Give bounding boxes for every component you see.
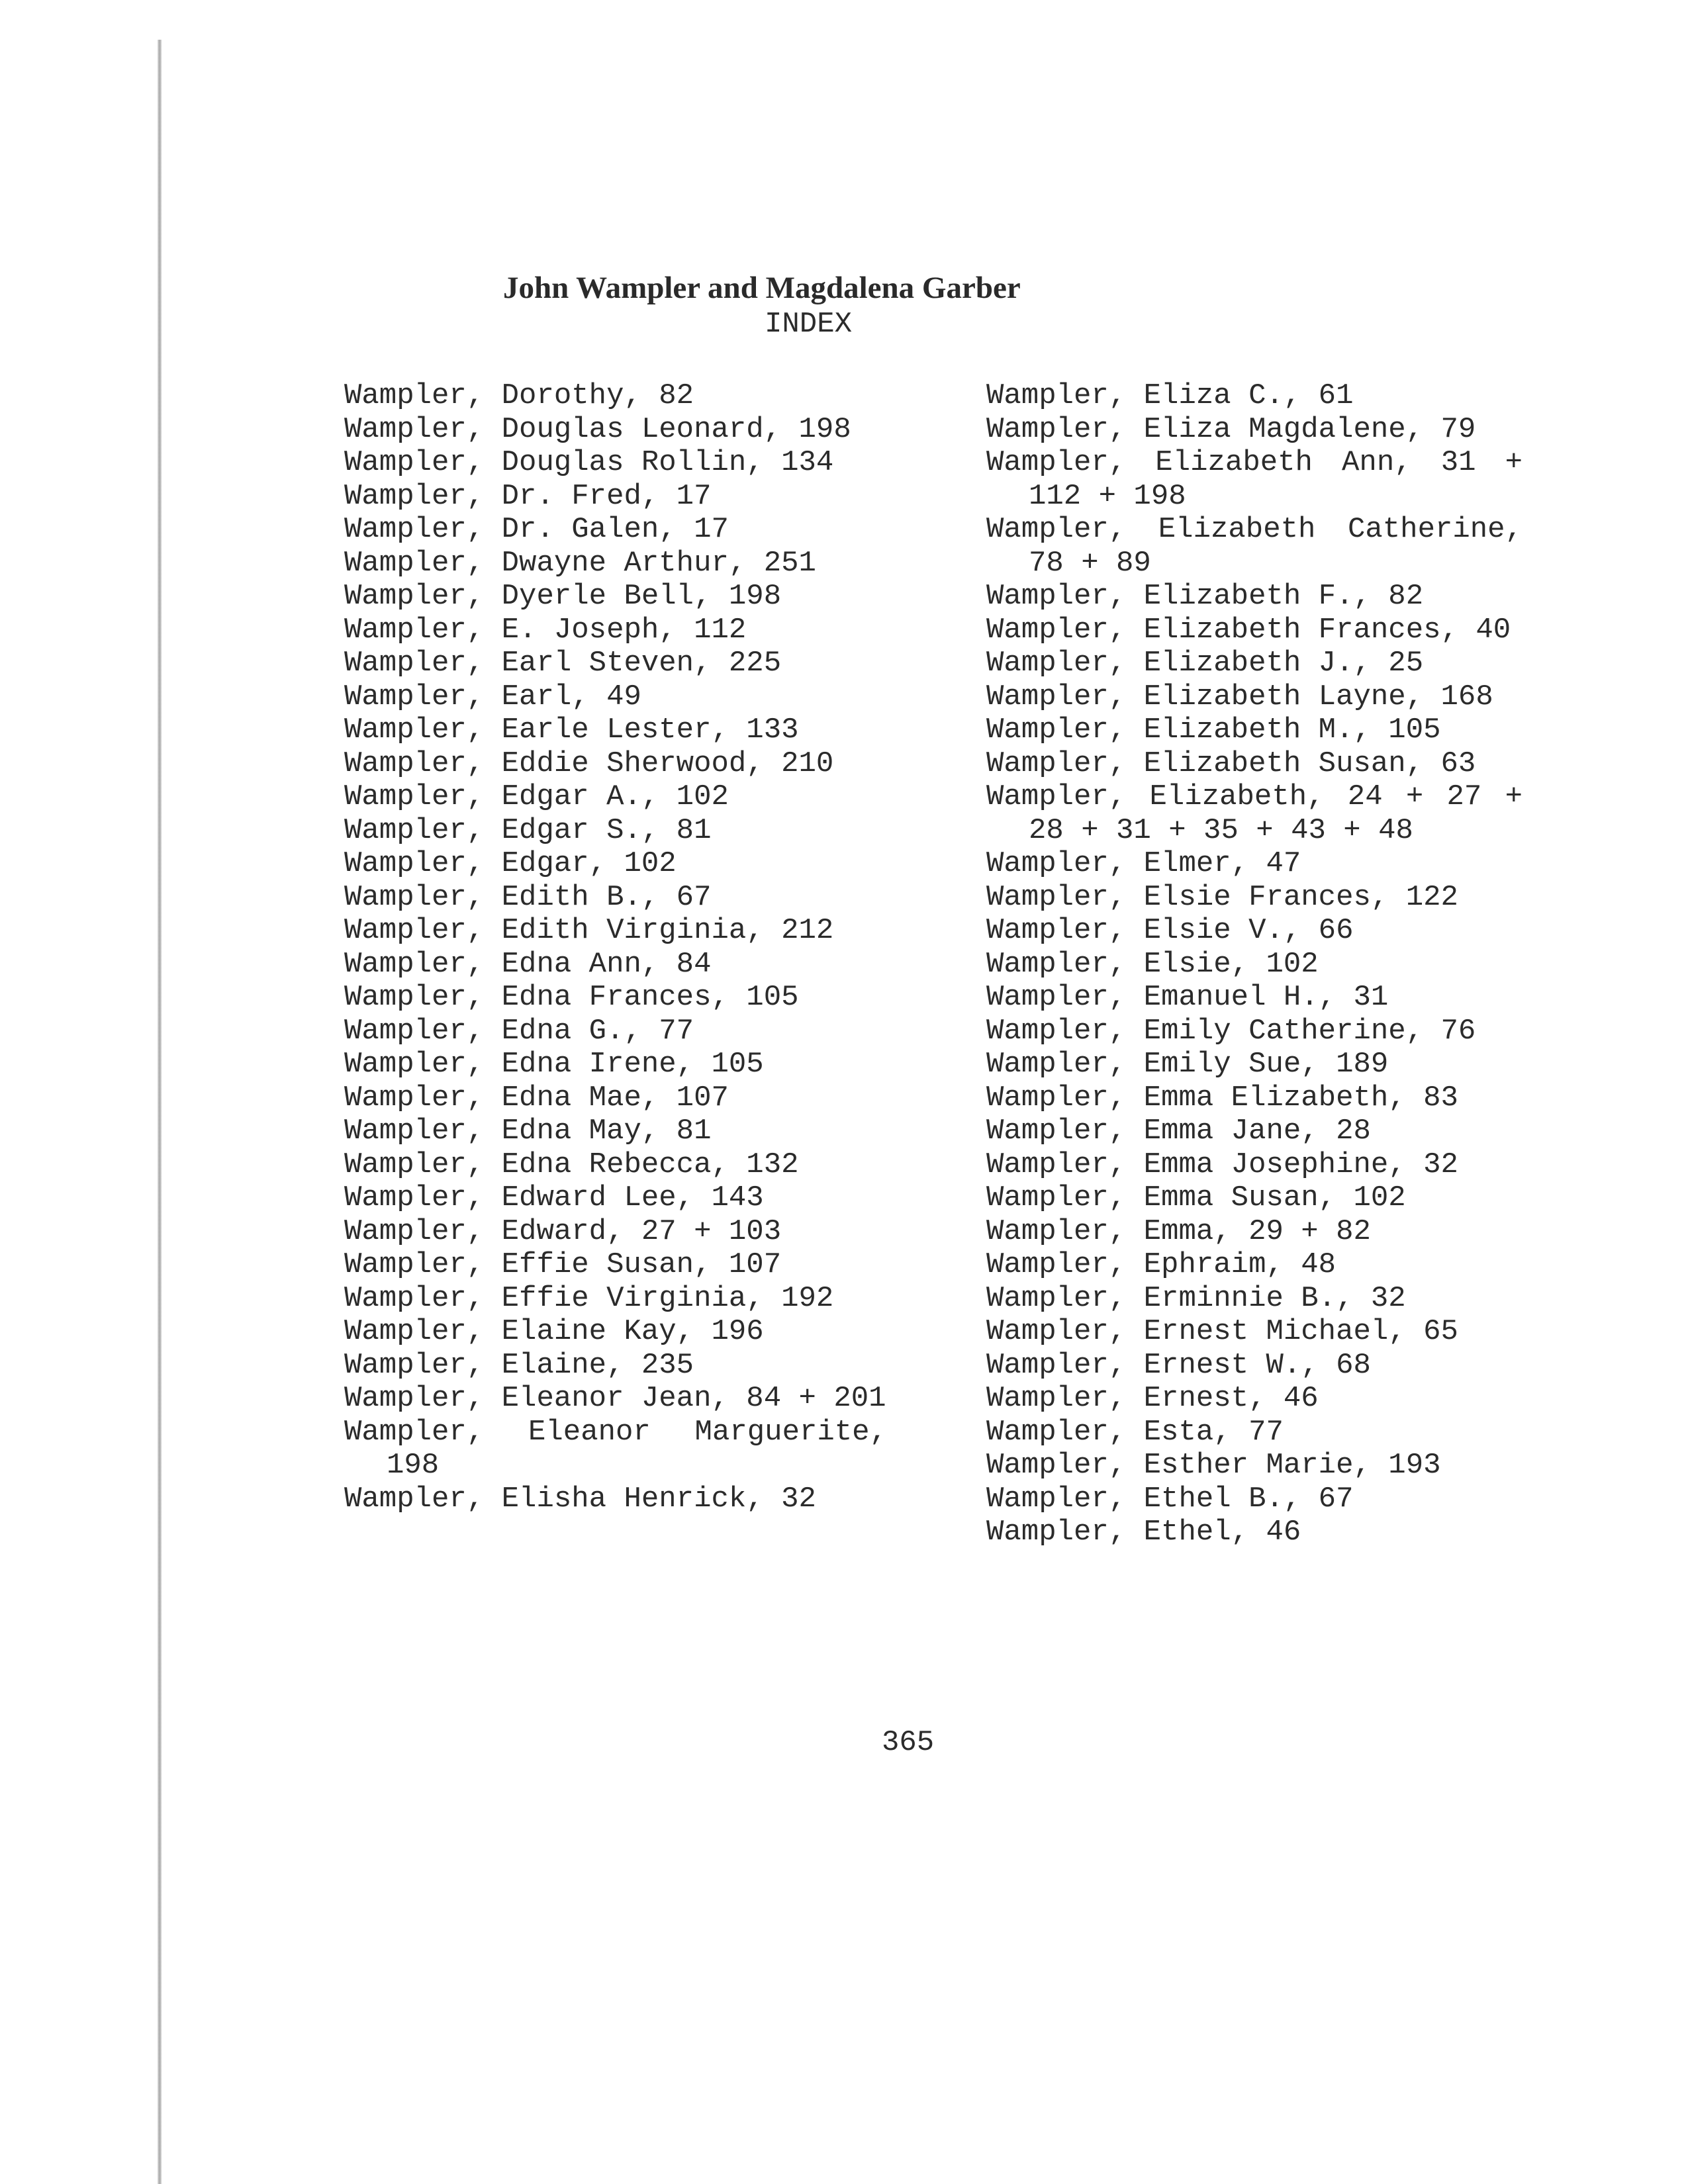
index-entry: Wampler, Dr. Galen, 17 <box>344 513 729 546</box>
index-entry: Wampler, Elizabeth Susan, 63 <box>986 747 1476 780</box>
index-entry: Wampler, Emanuel H., 31 <box>986 981 1389 1014</box>
index-entry: Wampler, Esther Marie, 193 <box>986 1449 1441 1482</box>
binding-edge <box>158 40 162 2184</box>
index-entry: Wampler, Effie Virginia, 192 <box>344 1281 834 1315</box>
index-entry: Wampler, Edgar, 102 <box>344 847 677 880</box>
index-entry: Wampler, Emma Elizabeth, 83 <box>986 1081 1458 1115</box>
index-entry: Wampler, Ernest Michael, 65 <box>986 1315 1458 1348</box>
index-entry: Wampler, Elizabeth, 24 + 27 + 28 + 31 + 35 + 43 + 48 <box>986 780 1523 847</box>
index-entry: Wampler, Elizabeth Frances, 40 <box>986 613 1511 647</box>
index-entry: Wampler, Edna Ann, 84 <box>344 947 712 981</box>
index-entry: Wampler, Earl Steven, 225 <box>344 647 782 680</box>
index-entry: Wampler, Elizabeth Catherine, 78 + 89 <box>986 513 1523 580</box>
index-entry: Wampler, Ernest W., 68 <box>986 1348 1371 1382</box>
index-entry: Wampler, Edna Frances, 105 <box>344 981 799 1014</box>
index-entry: Wampler, Ethel B., 67 <box>986 1482 1354 1516</box>
index-entry: Wampler, Elaine, 235 <box>344 1348 694 1382</box>
index-entry: Wampler, Emma Josephine, 32 <box>986 1148 1458 1181</box>
index-entry: Wampler, Dr. Fred, 17 <box>344 479 712 513</box>
index-entry: Wampler, Edna May, 81 <box>344 1115 712 1148</box>
index-entry: Wampler, Emily Catherine, 76 <box>986 1014 1476 1048</box>
index-entry: Wampler, Elizabeth Layne, 168 <box>986 680 1493 713</box>
index-entry: Wampler, Dyerle Bell, 198 <box>344 580 782 613</box>
index-entry: Wampler, Elizabeth Ann, 31 + 112 + 198 <box>986 446 1523 513</box>
index-entry: Wampler, Erminnie B., 32 <box>986 1281 1406 1315</box>
index-entry: Wampler, Douglas Leonard, 198 <box>344 412 851 446</box>
index-entry: Wampler, Edna Mae, 107 <box>344 1081 729 1115</box>
index-entry: Wampler, Edgar A., 102 <box>344 780 729 813</box>
index-entry: Wampler, Edna G., 77 <box>344 1014 694 1048</box>
index-entry: Wampler, Elsie V., 66 <box>986 914 1354 947</box>
index-entry: Wampler, Edward, 27 + 103 <box>344 1214 782 1248</box>
page-title: John Wampler and Magdalena Garber <box>503 271 1021 305</box>
index-entry: Wampler, Dwayne Arthur, 251 <box>344 546 816 580</box>
index-entry: Wampler, Elizabeth F., 82 <box>986 580 1424 613</box>
index-entry: Wampler, Edna Rebecca, 132 <box>344 1148 799 1181</box>
index-entry: Wampler, Edith B., 67 <box>344 880 712 914</box>
index-entry: Wampler, Eleanor Marguerite, 198 <box>344 1415 887 1482</box>
index-column-right <box>986 379 1523 1549</box>
index-entry: Wampler, Emily Sue, 189 <box>986 1048 1389 1081</box>
index-entry: Wampler, Eleanor Jean, 84 + 201 <box>344 1382 886 1415</box>
index-entry: Wampler, E. Joseph, 112 <box>344 613 747 647</box>
page-subtitle: INDEX <box>765 308 853 341</box>
index-entry: Wampler, Ephraim, 48 <box>986 1248 1336 1281</box>
index-entry: Wampler, Earle Lester, 133 <box>344 713 799 747</box>
index-entry: Wampler, Elsie, 102 <box>986 947 1319 981</box>
index-entry: Wampler, Edith Virginia, 212 <box>344 914 834 947</box>
index-entry: Wampler, Effie Susan, 107 <box>344 1248 782 1281</box>
index-entry: Wampler, Eliza Magdalene, 79 <box>986 412 1476 446</box>
index-entry: Wampler, Emma, 29 + 82 <box>986 1214 1371 1248</box>
index-entry: Wampler, Elisha Henrick, 32 <box>344 1482 816 1516</box>
index-entry: Wampler, Dorothy, 82 <box>344 379 694 412</box>
index-entry: Wampler, Earl, 49 <box>344 680 641 713</box>
index-entry: Wampler, Ethel, 46 <box>986 1516 1301 1549</box>
index-entry: Wampler, Elizabeth M., 105 <box>986 713 1441 747</box>
index-entry: Wampler, Eliza C., 61 <box>986 379 1354 412</box>
index-entry: Wampler, Emma Susan, 102 <box>986 1181 1406 1214</box>
index-column-left <box>344 379 887 1516</box>
page-number: 365 <box>882 1726 935 1759</box>
index-entry: Wampler, Edgar S., 81 <box>344 813 712 847</box>
index-entry: Wampler, Elizabeth J., 25 <box>986 647 1424 680</box>
index-entry: Wampler, Eddie Sherwood, 210 <box>344 747 834 780</box>
index-entry: Wampler, Douglas Rollin, 134 <box>344 446 834 479</box>
index-entry: Wampler, Edward Lee, 143 <box>344 1181 764 1214</box>
index-entry: Wampler, Elmer, 47 <box>986 847 1301 880</box>
index-entry: Wampler, Elsie Frances, 122 <box>986 880 1458 914</box>
index-entry: Wampler, Ernest, 46 <box>986 1382 1319 1415</box>
index-entry: Wampler, Elaine Kay, 196 <box>344 1315 764 1348</box>
index-entry: Wampler, Emma Jane, 28 <box>986 1115 1371 1148</box>
index-entry: Wampler, Edna Irene, 105 <box>344 1048 764 1081</box>
index-entry: Wampler, Esta, 77 <box>986 1415 1284 1449</box>
